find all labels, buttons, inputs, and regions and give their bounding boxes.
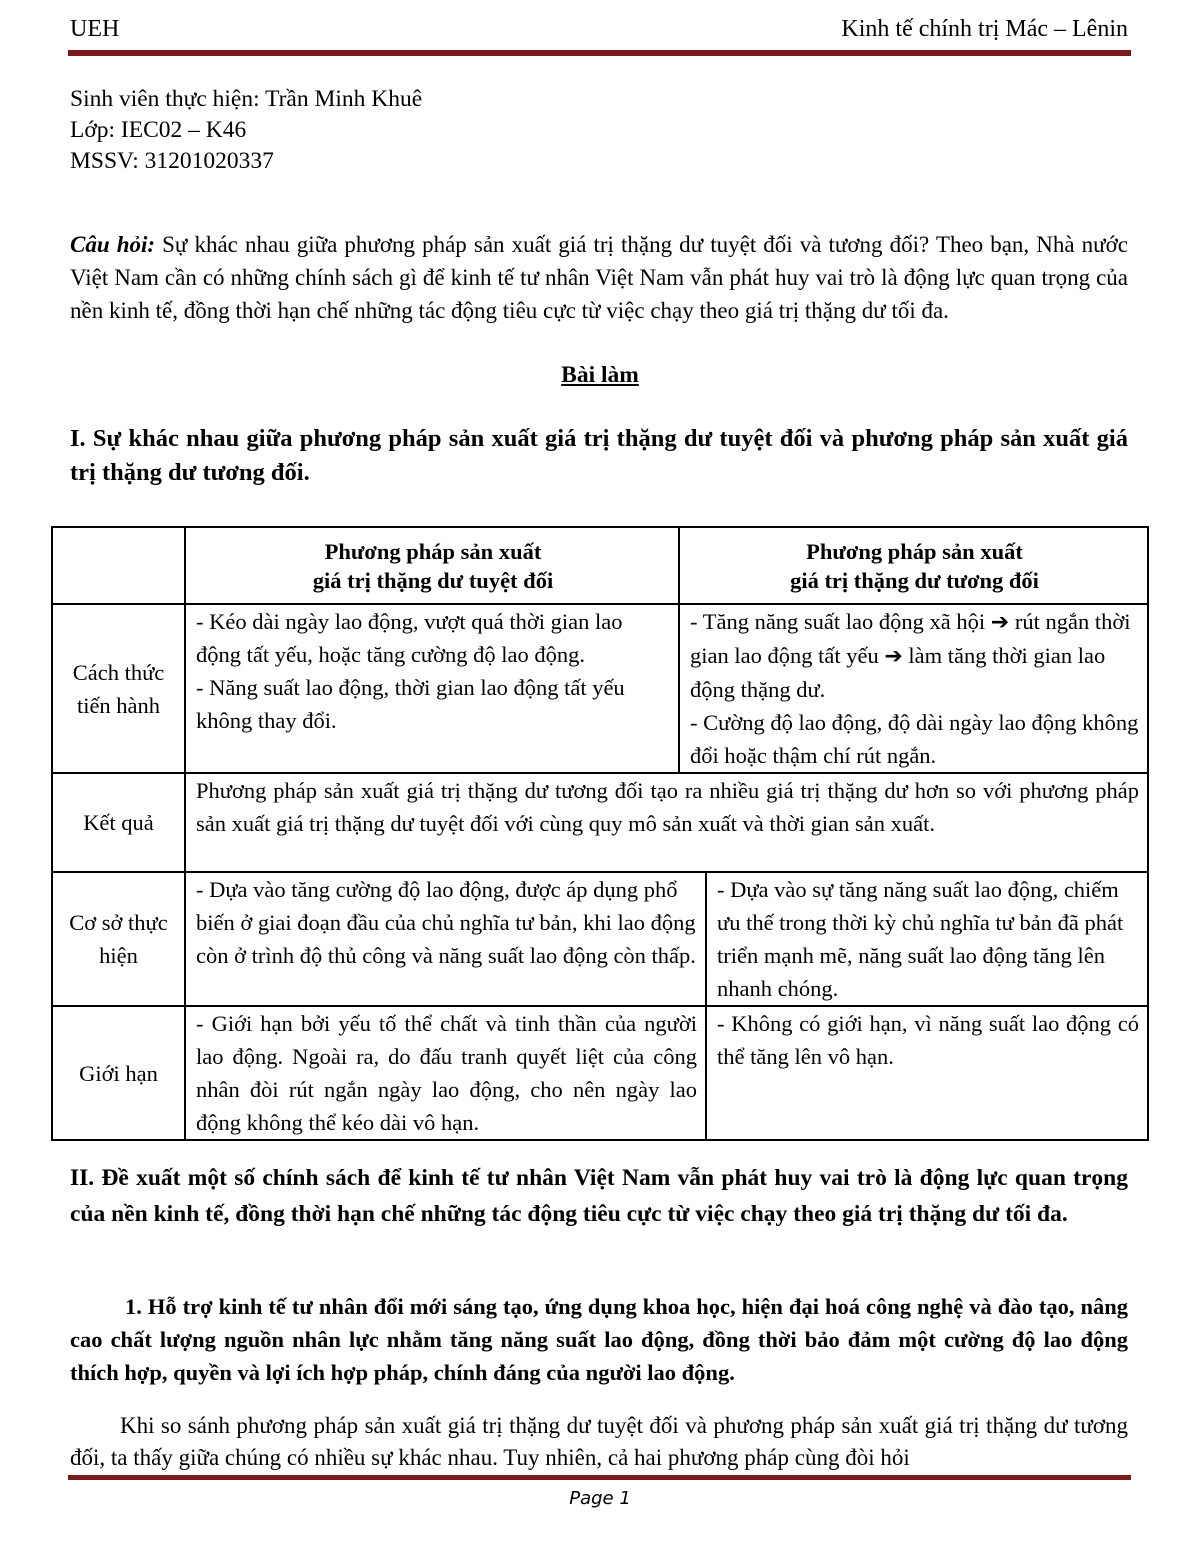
- cach-thuc-relative-1b: rút ngắn thời gian lao động tất yếu: [690, 609, 1131, 668]
- col-header-relative: [679, 527, 1148, 604]
- cell-gioi-han-relative: - Không có giới hạn, vì năng suất lao động có thể tăng lên vô hạn.: [706, 1006, 1148, 1140]
- cell-cach-thuc-relative: [679, 604, 1148, 773]
- table-row: [52, 773, 1148, 872]
- section1-heading: I. Sự khác nhau giữa phương pháp sản xuất giá trị thặng dư tuyệt đối và phương pháp sản xuất giá trị thặng dư tương đối.: [70, 425, 1128, 486]
- arrow-right-icon: ➔: [990, 610, 1010, 635]
- table-row: [52, 1006, 1148, 1140]
- col-header-relative-line2: giá trị thặng dư tương đối: [790, 567, 1039, 593]
- header-right: Kinh tế chính trị Mác – Lênin: [841, 16, 1128, 42]
- row-label-ket-qua: Kết quả: [52, 773, 185, 872]
- header-left: UEH: [70, 16, 120, 42]
- arrow-right-icon: ➔: [884, 644, 903, 669]
- cach-thuc-absolute-2: - Năng suất lao động, thời gian lao động tất yếu không thay đổi.: [196, 675, 625, 733]
- student-info: [70, 84, 422, 177]
- col-header-absolute: [185, 527, 679, 604]
- row-label-gioi-han: Giới hạn: [52, 1006, 185, 1140]
- comparison-table: [51, 526, 1149, 1141]
- cell-co-so-relative: - Dựa vào sự tăng năng suất lao động, chiếm ưu thế trong thời kỳ chủ nghĩa tư bản đã phát triển mạnh mẽ, năng suất lao động tăng lên nhanh chóng.: [706, 872, 1148, 1006]
- col-header-absolute-line1: Phương pháp sản xuất: [324, 538, 542, 564]
- cach-thuc-relative-1c: làm tăng thời gian lao động thặng dư.: [690, 643, 1106, 702]
- table-row: [52, 872, 1148, 1006]
- cell-gioi-han-absolute: - Giới hạn bởi yếu tố thể chất và tinh thần của người lao động. Ngoài ra, do đấu tranh quyết liệt của công nhân đòi rút ngắn ngày lao động, cho nên ngày lao động không thể kéo dài vô hạn.: [185, 1006, 706, 1140]
- table-corner-cell: [52, 527, 185, 604]
- student-name: Sinh viên thực hiện: Trần Minh Khuê: [70, 86, 423, 112]
- row-label-co-so: Cơ sở thực hiện: [52, 872, 185, 1006]
- student-class: Lớp: IEC02 – K46: [70, 117, 247, 143]
- header-rule: [68, 50, 1131, 56]
- question-text: Sự khác nhau giữa phương pháp sản xuất giá trị thặng dư tuyệt đối và tương đối? Theo bạn, Nhà nước Việt Nam cần có những chính sách gì để kinh tế tư nhân Việt Nam vẫn phát huy vai trò là động lực quan trọng của nền kinh tế, đồng thời hạn chế những tác động tiêu cực từ việc chạy theo giá trị thặng dư tối đa.: [70, 232, 1128, 323]
- subsection1-heading: 1. Hỗ trợ kinh tế tư nhân đổi mới sáng tạo, ứng dụng khoa học, hiện đại hoá công nghệ và đào tạo, nâng cao chất lượng nguồn nhân lực nhằm tăng năng suất lao động, đồng thời bảo đảm một cường độ lao động thích hợp, quyền và lợi ích hợp pháp, chính đáng của người lao động.: [70, 1294, 1128, 1385]
- cach-thuc-relative-1a: - Tăng năng suất lao động xã hội: [690, 609, 986, 634]
- section2-heading: II. Đề xuất một số chính sách để kinh tế tư nhân Việt Nam vẫn phát huy vai trò là động lực quan trọng của nền kinh tế, đồng thời hạn chế những tác động tiêu cực từ việc chạy theo giá trị thặng dư tối đa.: [70, 1165, 1128, 1227]
- cell-ket-qua: Phương pháp sản xuất giá trị thặng dư tương đối tạo ra nhiều giá trị thặng dư hơn so với phương pháp sản xuất giá trị thặng dư tuyệt đối với cùng quy mô sản xuất và thời gian sản xuất.: [185, 773, 1148, 872]
- cell-co-so-absolute: - Dựa vào tăng cường độ lao động, được áp dụng phổ biến ở giai đoạn đầu của chủ nghĩa tư bản, khi lao động còn ở trình độ thủ công và năng suất lao động còn thấp.: [185, 872, 706, 1006]
- bai-lam-title: Bài làm: [561, 362, 639, 388]
- cell-cach-thuc-absolute: [185, 604, 679, 773]
- col-header-absolute-line2: giá trị thặng dư tuyệt đối: [312, 567, 554, 593]
- table-row: [52, 604, 1148, 773]
- body-paragraph: Khi so sánh phương pháp sản xuất giá trị thặng dư tuyệt đối và phương pháp sản xuất giá trị thặng dư tương đối, ta thấy giữa chúng có nhiều sự khác nhau. Tuy nhiên, cả hai phương pháp cùng đòi hỏi: [70, 1413, 1128, 1470]
- cach-thuc-relative-2: - Cường độ lao động, độ dài ngày lao động không đổi hoặc thậm chí rút ngắn.: [690, 710, 1139, 768]
- question-paragraph: [70, 228, 1128, 327]
- cach-thuc-absolute-1: - Kéo dài ngày lao động, vượt quá thời gian lao động tất yếu, hoặc tăng cường độ lao động.: [196, 609, 623, 667]
- student-id: MSSV: 31201020337: [70, 148, 274, 174]
- row-label-cach-thuc: Cách thức tiến hành: [52, 604, 185, 773]
- footer-rule: [68, 1475, 1131, 1480]
- table-header-row: [52, 527, 1148, 604]
- cach-thuc-relative-1: [690, 605, 1139, 706]
- col-header-relative-line1: Phương pháp sản xuất: [806, 538, 1023, 564]
- question-label: Câu hỏi:: [70, 232, 156, 257]
- page-number: Page 1: [569, 1488, 631, 1509]
